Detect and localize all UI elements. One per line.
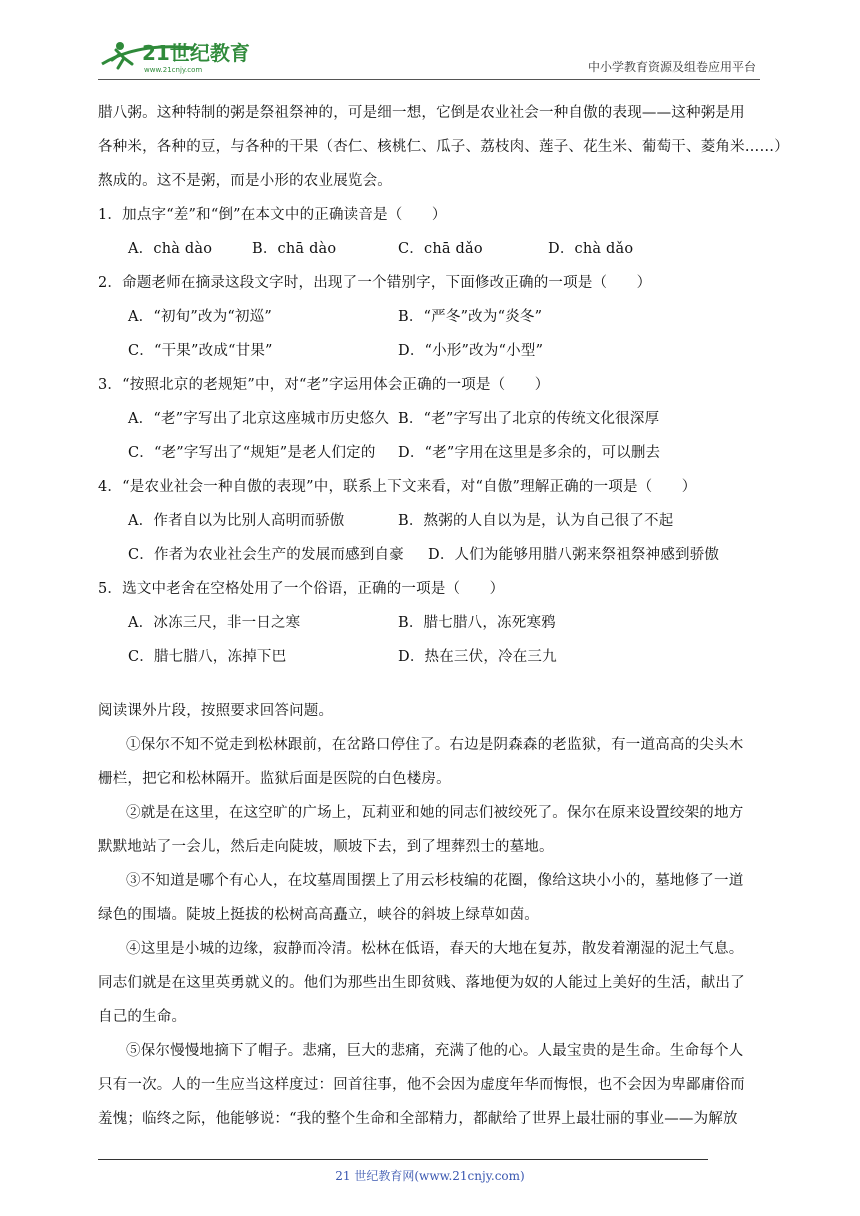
option-c: C．腊七腊八，冻掉下巴 (128, 649, 287, 665)
option-c: C．chā dǎo (398, 241, 483, 257)
option-c: C．作者为农业社会生产的发展而感到自豪 (128, 547, 404, 563)
paragraph-line: ③不知道是哪个有心人，在坟墓周围摆上了用云杉枝编的花圈，像给这块小小的，墓地修了一道 (126, 873, 744, 889)
question-3 (98, 368, 762, 470)
footer-divider (98, 1159, 708, 1160)
intro-line: 腊八粥。这种特制的粥是祭祖祭神的，可是细一想，它倒是农业社会一种自傲的表现——这种粥是用 (98, 105, 745, 121)
page-header (98, 30, 758, 80)
option-a: A．冰冻三尺，非一日之寒 (128, 615, 301, 631)
reading-paragraph-4 (98, 932, 762, 1034)
reading-paragraph-3 (98, 864, 762, 932)
option-c: C．“干果”改成“甘果” (128, 343, 273, 359)
paragraph-line: 自己的生命。 (98, 1009, 187, 1025)
logo-url: www.21cnjy.com (144, 66, 203, 74)
option-row (98, 232, 762, 266)
option-a: A．chà dào (128, 241, 213, 257)
question-stem: 4．“是农业社会一种自傲的表现”中，联系上下文来看，对“自傲”理解正确的一项是（ ） (98, 479, 697, 495)
option-row (98, 640, 762, 674)
option-row (98, 436, 762, 470)
paragraph-line: ①保尔不知不觉走到松林跟前，在岔路口停住了。右边是阴森森的老监狱，有一道高高的尖头木 (126, 737, 744, 753)
question-2 (98, 266, 762, 368)
question-stem: 5．选文中老舍在空格处用了一个俗语，正确的一项是（ ） (98, 581, 505, 597)
question-stem: 2．命题老师在摘录这段文字时，出现了一个错别字，下面修改正确的一项是（ ） (98, 275, 652, 291)
option-b: B．熬粥的人自以为是，认为自己很了不起 (398, 513, 674, 529)
option-row (98, 334, 762, 368)
question-stem: 3．“按照北京的老规矩”中，对“老”字运用体会正确的一项是（ ） (98, 377, 550, 393)
option-b: B．“严冬”改为“炎冬” (398, 309, 543, 325)
reading-paragraph-2 (98, 796, 762, 864)
question-4 (98, 470, 762, 572)
paragraph-line: ⑤保尔慢慢地摘下了帽子。悲痛，巨大的悲痛，充满了他的心。人最宝贵的是生命。生命每个人 (126, 1043, 744, 1059)
paragraph-line: 同志们就是在这里英勇就义的。他们为那些出生即贫贱、落地便为奴的人能过上美好的生活，献出了 (98, 975, 745, 991)
option-b: B．chā dào (252, 241, 337, 257)
intro-passage (98, 96, 789, 198)
reading-paragraph-1 (98, 728, 762, 796)
document-body (98, 96, 789, 1136)
option-d: D．chà dǎo (548, 241, 634, 257)
paragraph-line: ②就是在这里，在这空旷的广场上，瓦莉亚和她的同志们被绞死了。保尔在原来设置绞架的地方 (126, 805, 744, 821)
option-row (98, 538, 762, 572)
option-row (98, 402, 762, 436)
logo-title: 21世纪教育 (142, 41, 250, 65)
intro-line: 熬成的。这不是粥，而是小形的农业展览会。 (98, 173, 392, 189)
reading-paragraph-5 (98, 1034, 762, 1136)
paragraph-line: ④这里是小城的边缘，寂静而冷清。松林在低语，春天的大地在复苏，散发着潮湿的泥土气息。 (126, 941, 744, 957)
option-d: D．“老”字用在这里是多余的，可以删去 (398, 445, 661, 461)
question-1 (98, 198, 762, 266)
option-b: B．腊七腊八，冻死寒鸦 (398, 615, 556, 631)
option-d: D．人们为能够用腊八粥来祭祖祭神感到骄傲 (428, 547, 720, 563)
intro-line: 各种米，各种的豆，与各种的干果（杏仁、核桃仁、瓜子、荔枝肉、莲子、花生米、葡萄干、菱角米……） (98, 139, 789, 155)
option-b: B．“老”字写出了北京的传统文化很深厚 (398, 411, 660, 427)
reading-instruction: 阅读课外片段，按照要求回答问题。 (98, 703, 334, 719)
option-a: A．“初旬”改为“初巡” (128, 309, 273, 325)
page-footer: 21 世纪教育网(www.21cnjy.com) (335, 1169, 525, 1183)
option-row (98, 504, 762, 538)
question-stem: 1．加点字“差”和“倒”在本文中的正确读音是（ ） (98, 207, 447, 223)
platform-name: 中小学教育资源及组卷应用平台 (587, 60, 756, 74)
option-a: A．作者自以为比别人高明而骄傲 (128, 513, 345, 529)
paragraph-line: 栅栏，把它和松林隔开。监狱后面是医院的白色楼房。 (98, 771, 451, 787)
header-divider (98, 79, 760, 80)
option-d: D．“小形”改为“小型” (398, 343, 544, 359)
question-5 (98, 572, 762, 674)
option-row (98, 300, 762, 334)
option-d: D．热在三伏，冷在三九 (398, 649, 557, 665)
option-a: A．“老”字写出了北京这座城市历史悠久 (128, 411, 390, 427)
paragraph-line: 默默地站了一会儿，然后走向陡坡，顺坡下去，到了埋葬烈士的墓地。 (98, 839, 554, 855)
paragraph-line: 只有一次。人的一生应当这样度过：回首往事，他不会因为虚度年华而悔恨，也不会因为卑鄙庸俗而 (98, 1077, 745, 1093)
paragraph-line: 羞愧；临终之际，他能够说：“我的整个生命和全部精力，都献给了世界上最壮丽的事业——为解放 (98, 1111, 738, 1127)
paragraph-line: 绿色的围墙。陡坡上挺拔的松树高高矗立，峡谷的斜坡上绿草如茵。 (98, 907, 539, 923)
option-c: C．“老”字写出了“规矩”是老人们定的 (128, 445, 376, 461)
site-logo (98, 34, 268, 76)
option-row (98, 606, 762, 640)
